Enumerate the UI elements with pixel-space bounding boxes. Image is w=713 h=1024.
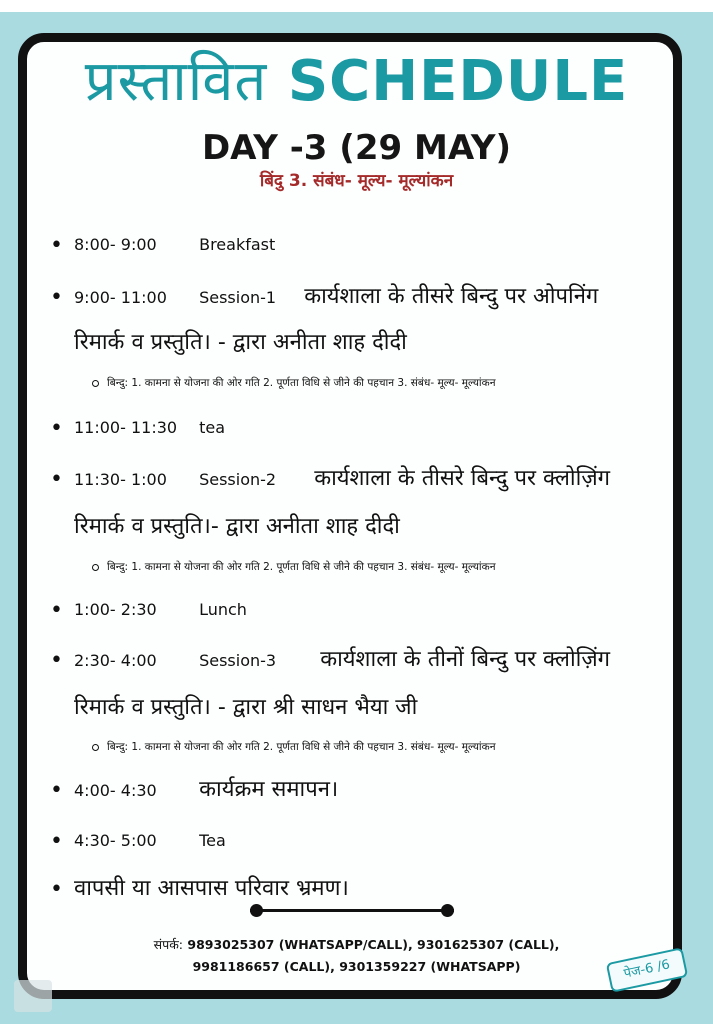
- activity-description: कार्यशाला के तीसरे बिन्दु पर क्लोज़िंग: [314, 466, 611, 491]
- bullet-icon: •: [50, 285, 63, 310]
- sub-bullet-icon: [92, 380, 99, 387]
- activity-description: कार्यक्रम समापन।: [199, 777, 339, 802]
- bullet-icon: •: [50, 233, 63, 258]
- sub-point-text: बिन्दु: 1. कामना से योजना की ओर गति 2. पूर्णता विधि से जीने की पहचान 3. संबंध- मूल्य- मूल्यांकन: [107, 561, 496, 573]
- time-slot: 1:00- 2:30: [74, 600, 157, 619]
- bullet-icon: •: [50, 648, 63, 673]
- activity-description: कार्यशाला के तीनों बिन्दु पर क्लोज़िंग: [320, 647, 611, 672]
- sub-point: [92, 376, 496, 390]
- time-slot: 4:30- 5:00: [74, 831, 157, 850]
- activity-description-cont: रिमार्क व प्रस्तुति।- द्वारा अनीता शाह दीदी: [74, 514, 400, 539]
- sub-point: [92, 560, 496, 574]
- activity-description: कार्यशाला के तीसरे बिन्दु पर ओपनिंग: [304, 284, 599, 309]
- top-strip: [0, 0, 713, 12]
- bullet-icon: •: [50, 778, 63, 803]
- activity-label: Session-2: [199, 470, 277, 489]
- sub-point-text: बिन्दु: 1. कामना से योजना की ओर गति 2. पूर्णता विधि से जीने की पहचान 3. संबंध- मूल्य- मूल्यांकन: [107, 741, 496, 753]
- sub-point-text: बिन्दु: 1. कामना से योजना की ओर गति 2. पूर्णता विधि से जीने की पहचान 3. संबंध- मूल्य- मूल्यांकन: [107, 377, 496, 389]
- time-slot: 9:00- 11:00: [74, 288, 167, 307]
- page-title: [0, 50, 713, 114]
- time-slot: 4:00- 4:30: [74, 781, 157, 800]
- bullet-icon: •: [50, 598, 63, 623]
- contact-label: संपर्क:: [153, 937, 184, 952]
- bullet-icon: •: [50, 877, 63, 902]
- activity-description-cont: रिमार्क व प्रस्तुति। - द्वारा अनीता शाह दीदी: [74, 330, 407, 355]
- contact-numbers-1: 9893025307 (WHATSAPP/CALL), 9301625307 (CALL),: [187, 937, 560, 952]
- sub-point: [92, 740, 496, 754]
- day-heading: DAY -3 (29 MAY): [201, 128, 512, 168]
- divider-line: [250, 909, 454, 912]
- section-divider: [240, 900, 464, 920]
- time-slot: 2:30- 4:00: [74, 651, 157, 670]
- activity-label: tea: [199, 418, 226, 437]
- contact-block: [0, 934, 713, 978]
- activity-label: Session-1: [199, 288, 277, 307]
- time-slot: 11:30- 1:00: [74, 470, 167, 489]
- contact-line-1: [0, 934, 713, 956]
- activity-label: Session-3: [199, 651, 277, 670]
- title-english: SCHEDULE: [287, 49, 629, 114]
- time-slot: 11:00- 11:30: [74, 418, 178, 437]
- title-hindi: प्रस्तावित: [84, 49, 268, 114]
- activity-description-cont: रिमार्क व प्रस्तुति। - द्वारा श्री साधन भैया जी: [74, 695, 418, 720]
- bullet-icon: •: [50, 467, 63, 492]
- activity-label: Lunch: [199, 600, 247, 619]
- time-slot: 8:00- 9:00: [74, 235, 157, 254]
- bullet-icon: •: [50, 416, 63, 441]
- topic-heading: बिंदु 3. संबंध- मूल्य- मूल्यांकन: [259, 171, 454, 191]
- contact-numbers-2: 9981186657 (CALL), 9301359227 (WHATSAPP): [192, 959, 521, 974]
- bullet-icon: •: [50, 829, 63, 854]
- viewer-corner-icon[interactable]: [14, 980, 52, 1012]
- page-number-badge: पेज-6 /6: [606, 947, 689, 993]
- divider-dot-right: [441, 904, 454, 917]
- activity-label: Breakfast: [199, 235, 276, 254]
- divider-dot-left: [250, 904, 263, 917]
- activity-label: Tea: [199, 831, 226, 850]
- sub-bullet-icon: [92, 744, 99, 751]
- sub-bullet-icon: [92, 564, 99, 571]
- activity-description: वापसी या आसपास परिवार भ्रमण।: [74, 876, 349, 901]
